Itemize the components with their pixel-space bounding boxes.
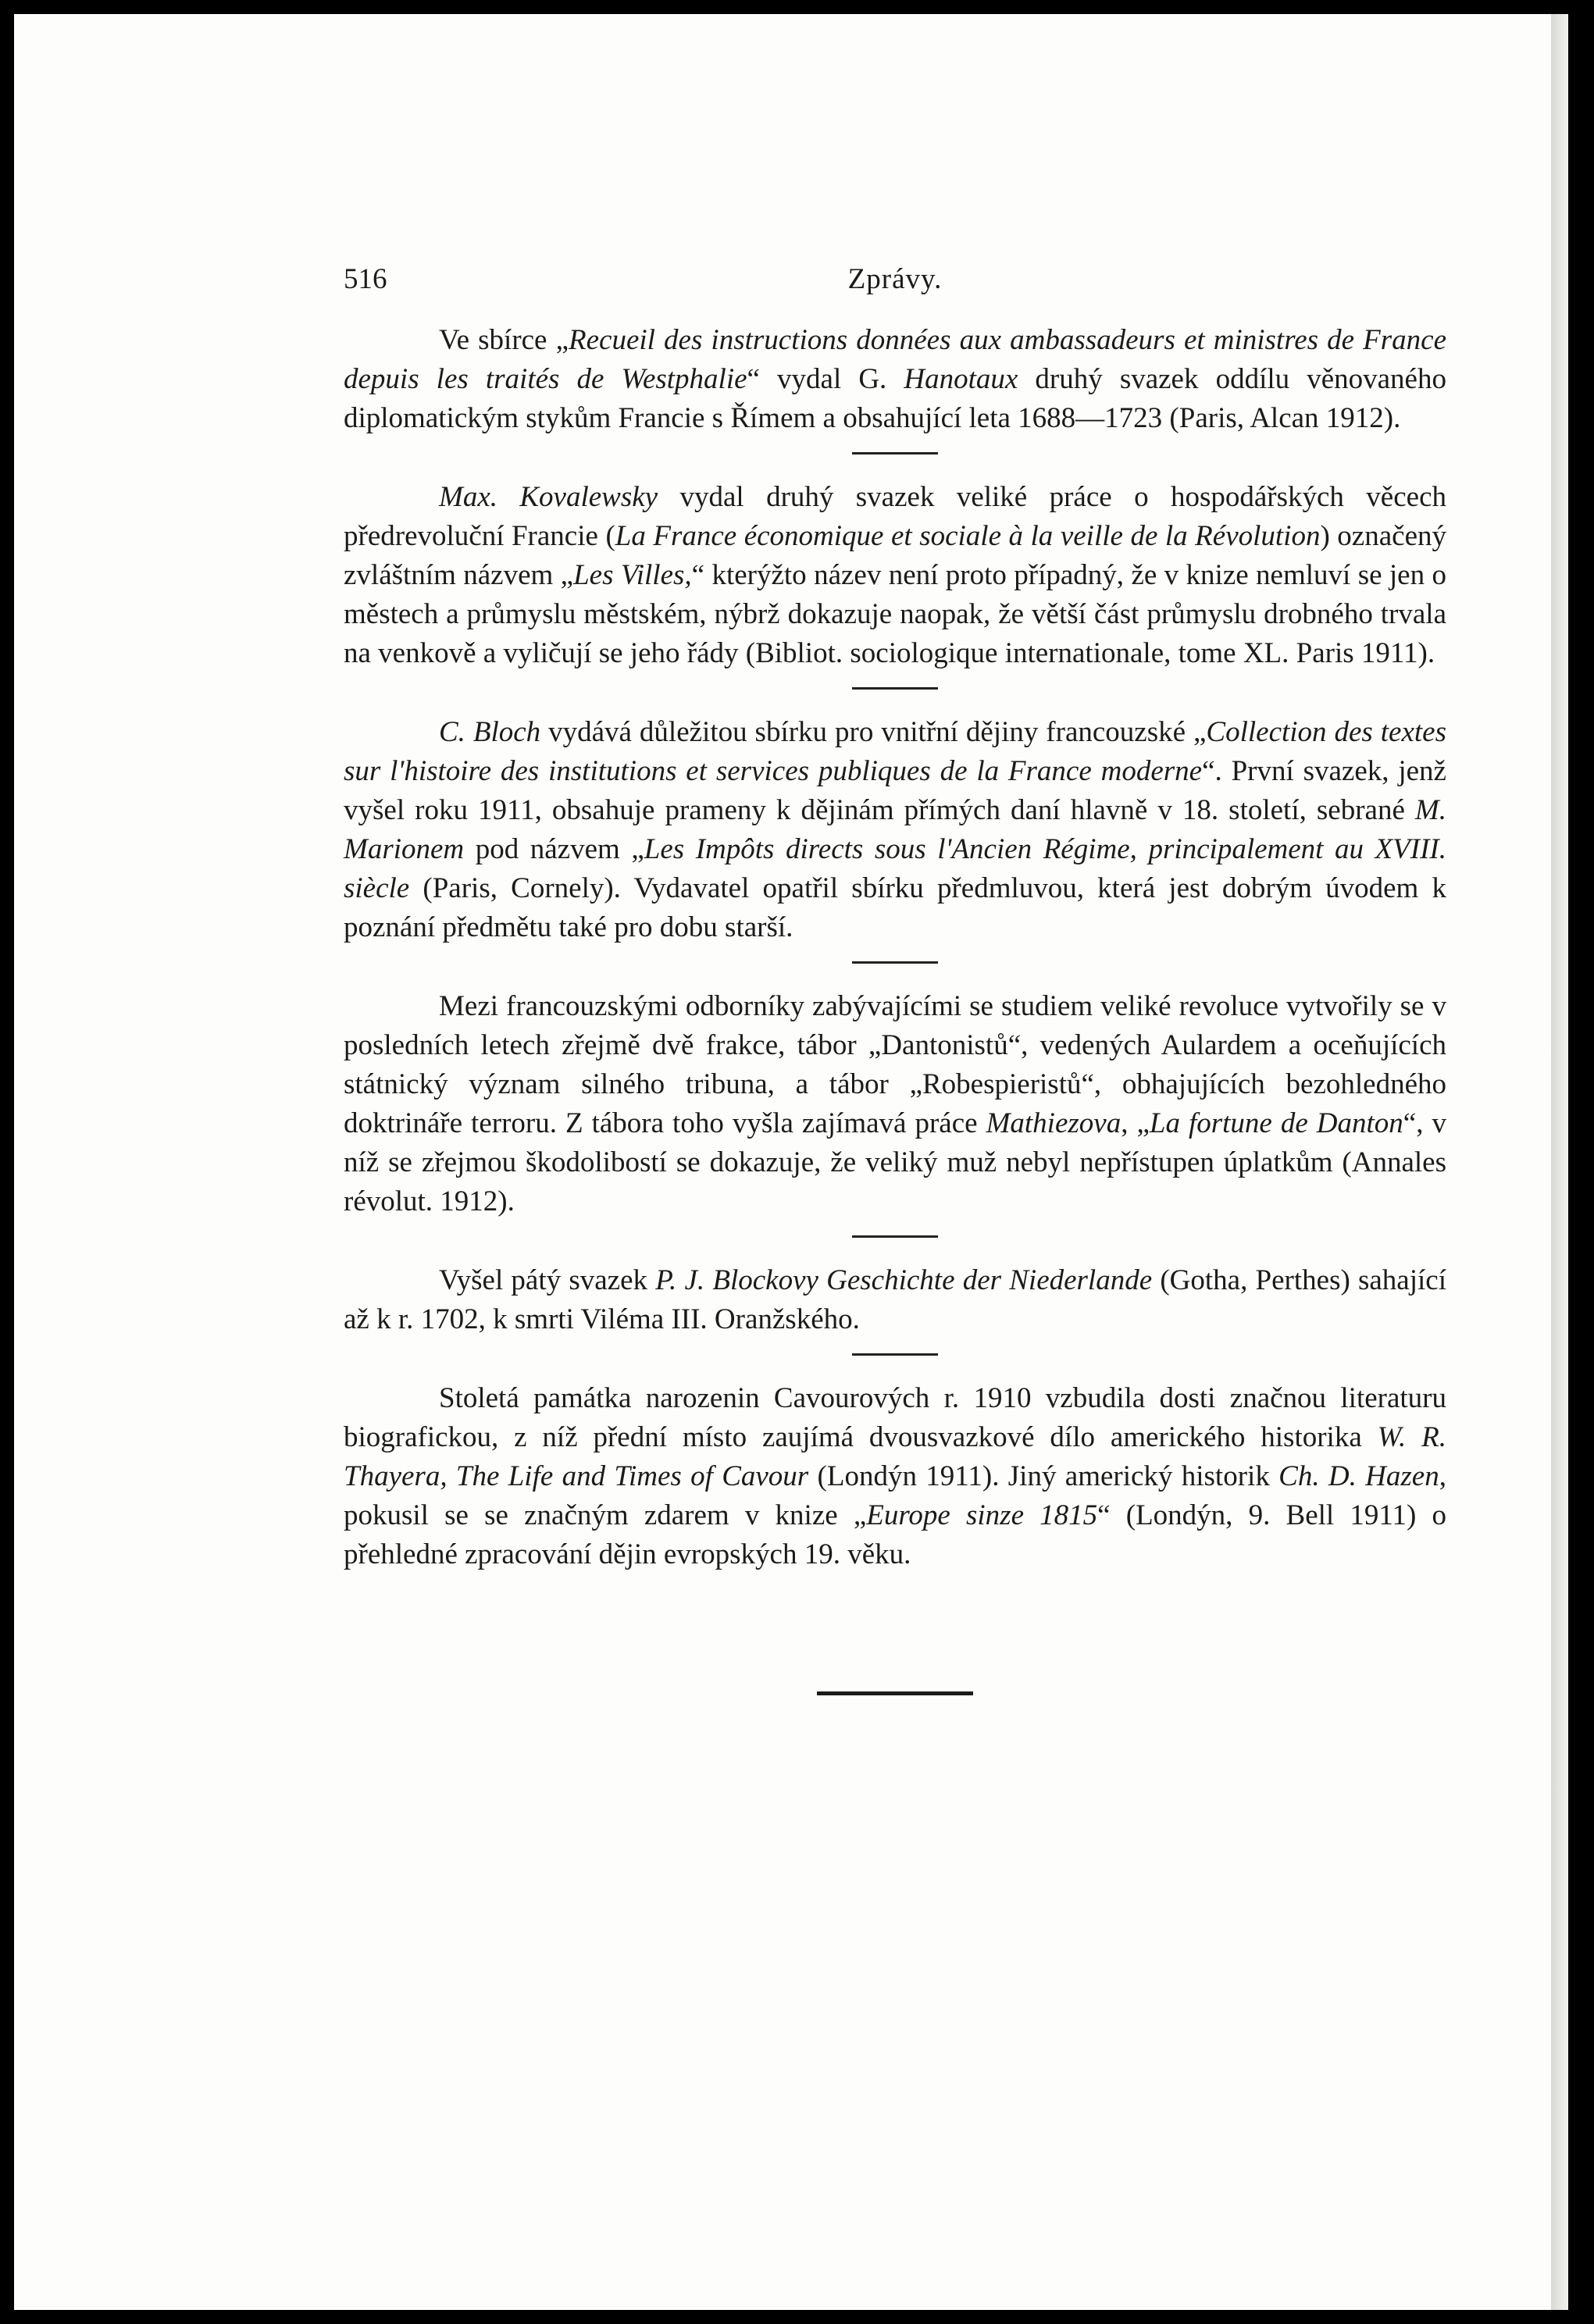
text-span: pod názvem „ (464, 833, 644, 865)
section-separator (852, 1235, 938, 1238)
text-span: , „ (1121, 1107, 1150, 1139)
text-span: Ve sbírce „ (439, 324, 569, 356)
text-span: druhý svazek oddílu věnovaného diplomatickým stykům Francie s Římem a obsahující leta 1688—1723 (Paris, Alcan 1912). (344, 363, 1446, 434)
section-separator (852, 961, 938, 964)
title-italic: Les Villes, (573, 559, 692, 591)
author-italic: Hanotaux (904, 363, 1018, 395)
paragraph-kovalewsky (344, 478, 1446, 673)
text-span: vydává důležitou sbírku pro vnitřní dějiny francouzské „ (540, 716, 1207, 748)
paragraph-recueil (344, 321, 1446, 438)
text-span: vydal druhý svazek veliké práce o hospodářských věcech předrevoluční Francie ( (344, 481, 1446, 552)
text-span: Vyšel pátý svazek (439, 1264, 656, 1296)
title-italic: Recueil des instructions données aux ambassadeurs et ministres de France depuis les traités de Westphalie (344, 324, 1446, 395)
page-number: 516 (344, 263, 387, 295)
section-separator (852, 1353, 938, 1356)
text-span: “ kterýžto název není proto případný, že v knize nemluví se jen o městech a průmyslu městském, nýbrž dokazuje naopak, že větší část průmyslu drobného trvala na venkově a vyličují se jeho řády (Bibliot. sociologique internationale, tome XL. Paris 1911). (344, 559, 1446, 669)
title-italic: P. J. Blockovy Geschichte der Niederlande (655, 1264, 1153, 1296)
section-separator (852, 687, 938, 690)
text-span: “ vydal G. (747, 363, 904, 395)
end-rule (817, 1691, 973, 1695)
title-italic: Collection des textes sur l'histoire des institutions et services publiques de la France moderne (344, 716, 1446, 787)
text-span: Stoletá památka narozenin Cavourových r. 1910 vzbudila dosti značnou literaturu biografickou, z níž přední místo zaujímá dvousvazkové dílo amerického historika (344, 1382, 1446, 1453)
title-italic: Les Impôts directs sous l'Ancien Régime, principalement au XVIII. siècle (344, 833, 1446, 904)
author-italic: Mathiezova (986, 1107, 1122, 1139)
paragraph-blok (344, 1261, 1446, 1339)
author-italic: C. Bloch (439, 716, 541, 748)
text-span: “, v níž se zřejmou škodolibostí se dokazuje, že veliký muž nebyl nepřístupen úplatkům (Annales révolut. 1912). (344, 1107, 1446, 1217)
paragraph-bloch (344, 713, 1446, 947)
paragraph-revolution (344, 987, 1446, 1221)
text-span: (Londýn 1911). Jiný americký historik (808, 1460, 1279, 1492)
text-span: (Gotha, Perthes) sahající až k r. 1702, k smrti Viléma III. Oranžského. (344, 1264, 1446, 1335)
page (14, 14, 1568, 2310)
paragraph-cavour (344, 1379, 1446, 1574)
author-italic: Max. Kovalewsky (439, 481, 658, 513)
page-edge-strip (1551, 14, 1568, 2310)
running-title: Zprávy. (847, 263, 943, 295)
title-italic: W. R. Thayera, The Life and Times of Cavour (344, 1421, 1446, 1492)
title-italic: La France économique et sociale à la veille de la Révolution (615, 520, 1321, 552)
article-content (344, 260, 1446, 1695)
text-span: (Paris, Cornely). Vydavatel opatřil sbírku předmluvou, která jest dobrým úvodem k poznání předmětu také pro dobu starší. (344, 872, 1446, 943)
title-italic: La fortune de Danton (1149, 1107, 1403, 1139)
section-separator (852, 452, 938, 454)
text-span: , pokusil se se značným zdarem v knize „ (344, 1460, 1446, 1531)
text-span: ) označený zvláštním názvem „ (344, 520, 1446, 591)
title-italic: Europe sinze 1815 (866, 1499, 1098, 1531)
author-italic: Ch. D. Hazen (1278, 1460, 1439, 1492)
text-span: “ (Londýn, 9. Bell 1911) o přehledné zpracování dějin evropských 19. věku. (344, 1499, 1446, 1570)
text-span: Mezi francouzskými odborníky zabývajícími se studiem veliké revoluce vytvořily se v posledních letech zřejmě dvě frakce, tábor „Dantonistů“, vedených Aulardem a oceňujících státnický význam silného tribuna, a tábor „Robespieristů“, obhajujících bezohledného doktrináře terroru. Z tábora toho vyšla zajímavá práce (344, 990, 1446, 1139)
text-span: “. První svazek, jenž vyšel roku 1911, obsahuje prameny k dějinám přímých daní hlavně v 18. století, sebrané (344, 755, 1446, 826)
page-header (344, 260, 1446, 304)
author-italic: M. Marionem (344, 794, 1446, 865)
